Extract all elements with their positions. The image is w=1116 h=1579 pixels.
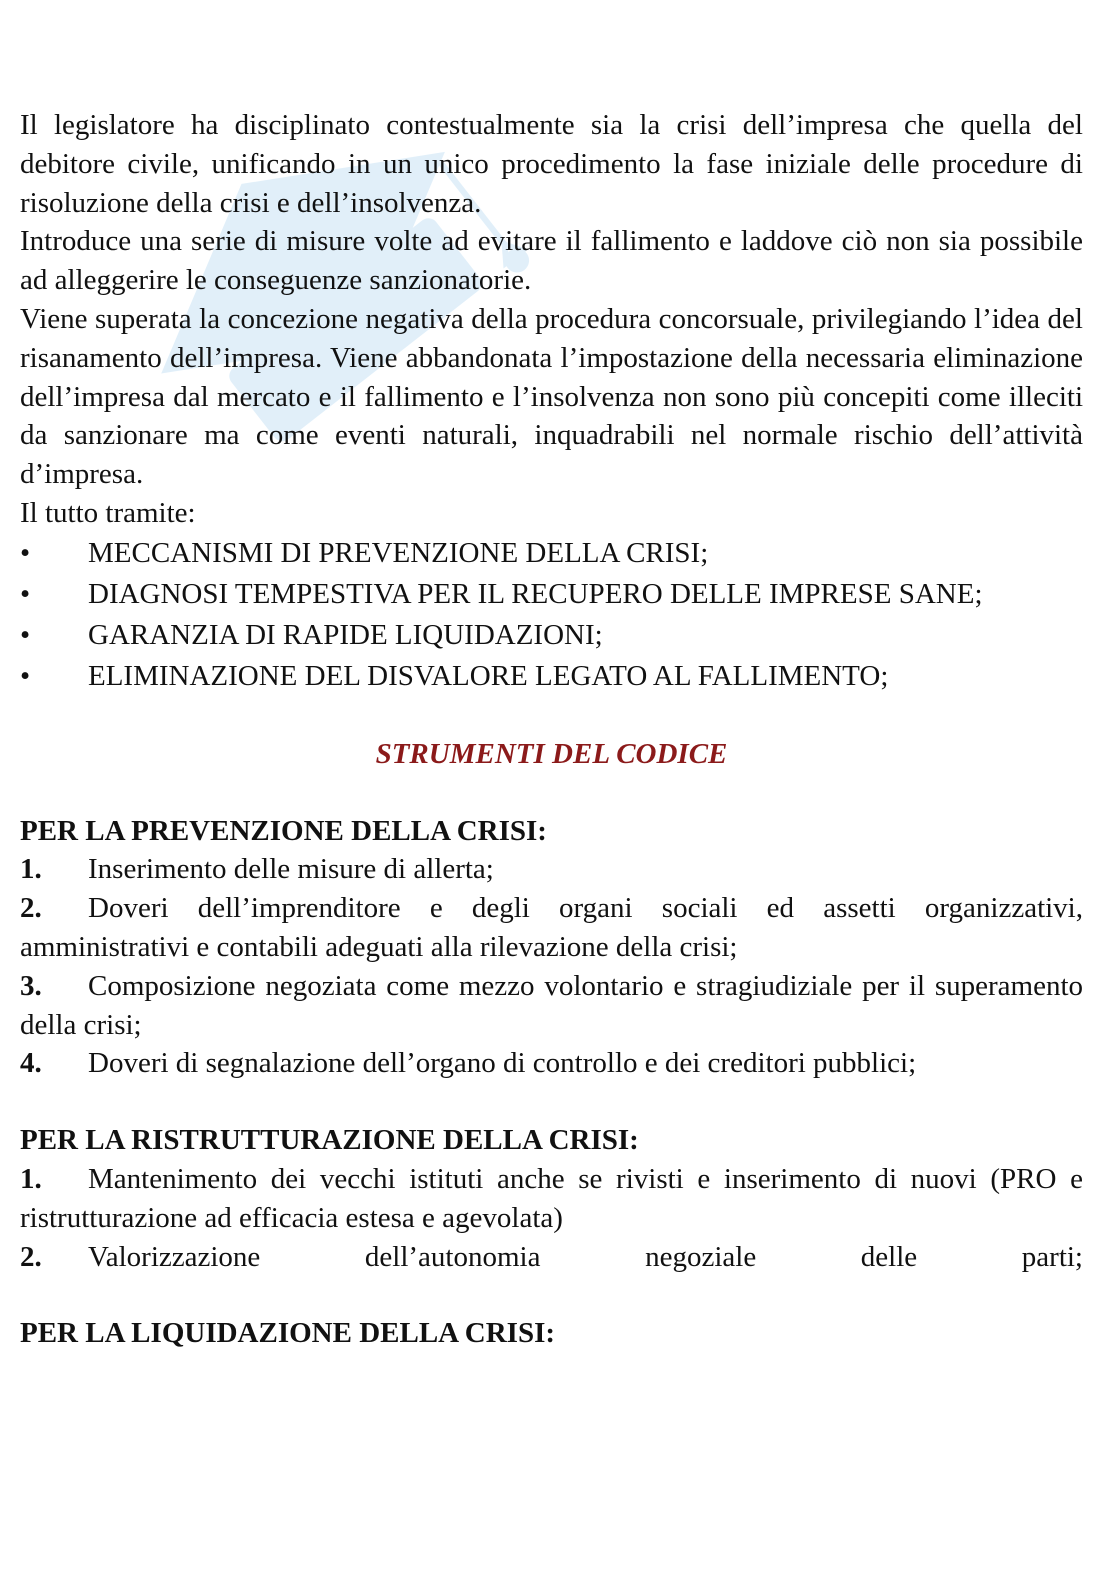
bullet-icon: • (20, 577, 31, 610)
bullet-text: GARANZIA DI RAPIDE LIQUIDAZIONI; (88, 618, 603, 651)
bullet-item (20, 615, 1083, 656)
restructuring-item (20, 1238, 1083, 1277)
prevention-item (20, 850, 1083, 889)
item-number: 3. (20, 969, 42, 1002)
item-number: 1. (20, 853, 42, 886)
bullet-text: MECCANISMI DI PREVENZIONE DELLA CRISI; (88, 536, 709, 569)
item-text: Valorizzazione dell’autonomia negoziale delle parti; (88, 1240, 1083, 1273)
item-text: Composizione negoziata come mezzo volontario e stragiudiziale per il superamento della crisi; (20, 969, 1083, 1041)
item-text: Mantenimento dei vecchi istituti anche se rivisti e inserimento di nuovi (PRO e ristrutturazione ad efficacia estesa e agevolata) (20, 1162, 1083, 1234)
item-text: Doveri di segnalazione dell’organo di controllo e dei creditori pubblici; (88, 1047, 917, 1080)
spacer (20, 1083, 1083, 1121)
section-title: STRUMENTI DEL CODICE (375, 737, 728, 770)
bullet-text: DIAGNOSI TEMPESTIVA PER IL RECUPERO DELLE IMPRESE SANE; (88, 577, 983, 610)
item-text: Inserimento delle misure di allerta; (88, 853, 494, 886)
prevention-item (20, 967, 1083, 1045)
bullet-icon: • (20, 536, 31, 569)
restructuring-item (20, 1160, 1083, 1238)
bullet-item (20, 656, 1083, 697)
spacer (20, 774, 1083, 812)
spacer (20, 1276, 1083, 1314)
item-number: 4. (20, 1047, 42, 1080)
prevention-heading: PER LA PREVENZIONE DELLA CRISI: (20, 814, 547, 847)
item-number: 2. (20, 1240, 42, 1273)
bullet-item (20, 574, 1083, 615)
bullet-item (20, 533, 1083, 574)
intro-paragraph-2: Introduce una serie di misure volte ad evitare il fallimento e laddove ciò non sia possibile ad alleggerire le conseguenze sanzionatorie. (20, 225, 1083, 297)
spacer (20, 697, 1083, 735)
prevention-item (20, 1044, 1083, 1083)
restructuring-heading: PER LA RISTRUTTURAZIONE DELLA CRISI: (20, 1124, 639, 1157)
bullet-text: ELIMINAZIONE DEL DISVALORE LEGATO AL FALLIMENTO; (88, 659, 889, 692)
item-text: Doveri dell’imprenditore e degli organi sociali ed assetti organizzativi, amministrativi e contabili adeguati alla rilevazione della crisi; (20, 892, 1083, 963)
intro-paragraph-1: Il legislatore ha disciplinato contestualmente sia la crisi dell’impresa che quella del debitore civile, unificando in un unico procedimento la fase iniziale delle procedure di risoluzione della crisi e dell’insolvenza. (20, 109, 1083, 219)
item-number: 1. (20, 1162, 42, 1195)
liquidation-heading: PER LA LIQUIDAZIONE DELLA CRISI: (20, 1317, 556, 1350)
item-number: 2. (20, 892, 42, 925)
document-body (20, 106, 1083, 1353)
intro-paragraph-4: Il tutto tramite: (20, 496, 196, 529)
intro-paragraph-3: Viene superata la concezione negativa della procedura concorsuale, privilegiando l’idea del risanamento dell’impresa. Viene abbandonata l’impostazione della necessaria eliminazione dell’impresa dal mercato e il fallimento e l’insolvenza non sono più concepiti come illeciti da sanzionare ma come eventi naturali, inquadrabili nel normale rischio dell’attività d’impresa. (20, 302, 1083, 491)
bullet-icon: • (20, 659, 31, 692)
bullet-icon: • (20, 618, 31, 651)
prevention-item (20, 889, 1083, 967)
